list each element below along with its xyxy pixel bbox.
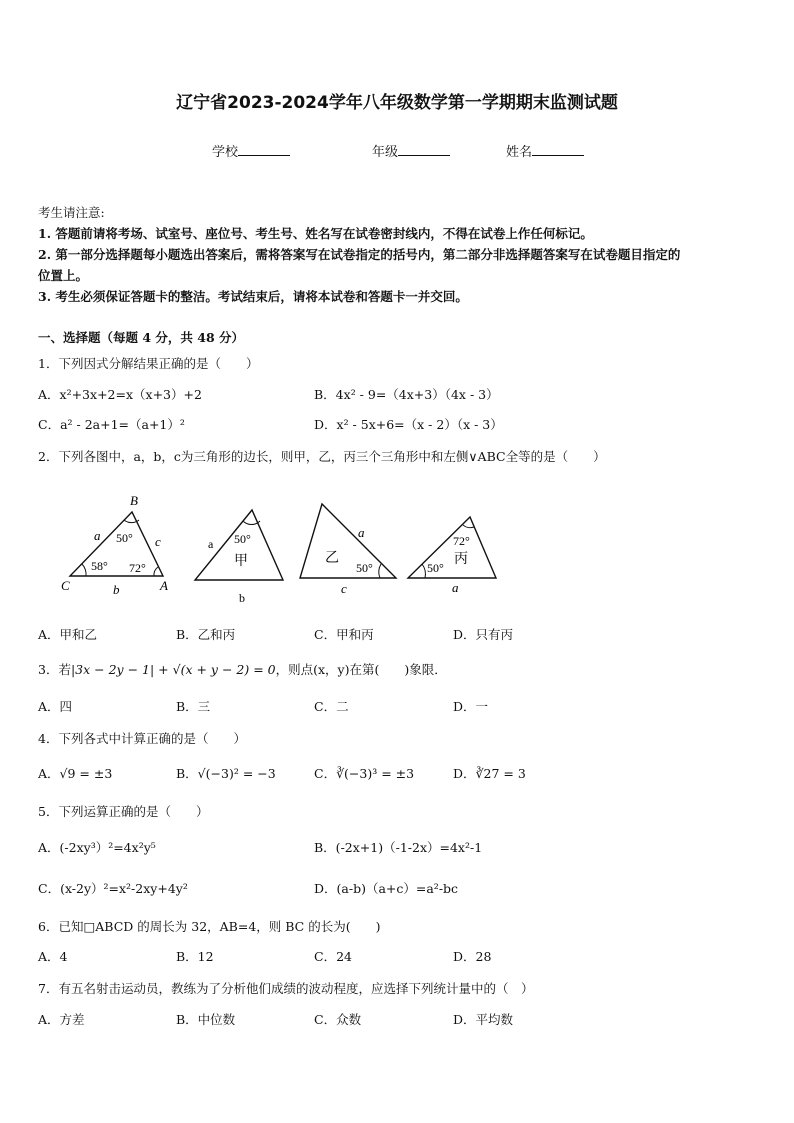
side-b-label: b bbox=[113, 582, 120, 597]
bing-name: 丙 bbox=[454, 552, 468, 567]
q6-option-b[interactable]: B．12 bbox=[176, 949, 214, 964]
grade-field bbox=[372, 141, 450, 160]
bing-angle-top-label: 72° bbox=[453, 534, 470, 548]
q6-option-d[interactable]: D．28 bbox=[453, 949, 492, 964]
angle-c-label: 58° bbox=[91, 559, 108, 573]
angle-b-label: 50° bbox=[116, 531, 133, 545]
q5-stem: 5．下列运算正确的是（ ） bbox=[38, 804, 209, 819]
name-blank bbox=[532, 143, 584, 156]
section-heading: 一、选择题（每题 4 分，共 48 分） bbox=[38, 330, 245, 345]
q3-option-c[interactable]: C．二 bbox=[314, 699, 349, 714]
q4-option-d[interactable]: D．∛27 = 3 bbox=[453, 766, 526, 781]
notice-heading: 考生请注意: bbox=[38, 205, 105, 220]
jia-name: 甲 bbox=[234, 554, 248, 569]
page-title: 辽宁省2023-2024学年八年级数学第一学期期末监测试题 bbox=[176, 93, 618, 113]
school-blank bbox=[238, 143, 290, 156]
q2-option-d[interactable]: D．只有丙 bbox=[453, 627, 514, 642]
q2-stem: 2．下列各图中，a，b，c为三角形的边长，则甲，乙，丙三个三角形中和左侧∨ABC全等的是（ ） bbox=[38, 449, 606, 464]
grade-blank bbox=[398, 143, 450, 156]
q6-stem: 6．已知□ABCD 的周长为 32，AB=4，则 BC 的长为( ) bbox=[38, 919, 381, 934]
vertex-c-label: C bbox=[61, 578, 70, 593]
yi-side-c-label: c bbox=[341, 581, 347, 596]
name-label: 姓名 bbox=[506, 145, 533, 160]
q4-option-a[interactable]: A．√9 = ±3 bbox=[38, 766, 113, 781]
q4-option-b[interactable]: B．√(−3)² = −3 bbox=[176, 766, 276, 781]
grade-label: 年级 bbox=[372, 145, 399, 160]
bing-angle-left-label: 50° bbox=[427, 561, 444, 575]
vertex-a-label: A bbox=[160, 578, 168, 593]
yi-side-a-label: a bbox=[358, 525, 365, 540]
q7-option-b[interactable]: B．中位数 bbox=[176, 1012, 236, 1027]
q5-option-d[interactable]: D．(a-b)（a+c）=a²-bc bbox=[314, 881, 459, 896]
q7-option-d[interactable]: D．平均数 bbox=[453, 1012, 514, 1027]
name-field bbox=[506, 141, 584, 160]
triangle-abc bbox=[61, 493, 168, 597]
triangle-yi bbox=[300, 504, 396, 596]
q3-stem-suffix: ，则点(x，y)在第( )象限． bbox=[275, 662, 447, 677]
q3-option-d[interactable]: D．一 bbox=[453, 699, 489, 714]
q5-option-a[interactable]: A．(-2xy³）²=4x²y⁵ bbox=[38, 840, 156, 855]
q3-formula: |3x − 2y − 1| + √(x + y − 2) = 0 bbox=[70, 662, 276, 677]
triangle-jia bbox=[195, 510, 283, 605]
q7-option-a[interactable]: A．方差 bbox=[38, 1012, 85, 1027]
q3-option-a[interactable]: A．四 bbox=[38, 699, 73, 714]
q2-option-b[interactable]: B．乙和丙 bbox=[176, 627, 236, 642]
jia-side-b-label: b bbox=[239, 591, 245, 605]
q5-option-b[interactable]: B．(-2x+1)（-1-2x）=4x²-1 bbox=[314, 840, 483, 855]
q5-option-c[interactable]: C．(x-2y）²=x²-2xy+4y² bbox=[38, 881, 188, 896]
q1-option-b[interactable]: B．4x² - 9=（4x+3）（4x - 3） bbox=[314, 387, 499, 402]
vertex-b-label: B bbox=[130, 493, 138, 508]
q1-option-a[interactable]: A．x²+3x+2=x（x+3）+2 bbox=[38, 387, 202, 402]
q6-option-a[interactable]: A．4 bbox=[38, 949, 68, 964]
q6-option-c[interactable]: C．24 bbox=[314, 949, 352, 964]
q4-option-c[interactable]: C．∛(−3)³ = ±3 bbox=[314, 766, 415, 781]
q1-option-d[interactable]: D．x² - 5x+6=（x - 2）（x - 3） bbox=[314, 417, 503, 432]
q2-option-c[interactable]: C．甲和丙 bbox=[314, 627, 374, 642]
side-c-label: c bbox=[155, 534, 161, 549]
notice-item-2: 2. 第一部分选择题每小题选出答案后，需将答案写在试卷指定的括号内，第二部分非选择题答案写在试卷题目指定的 bbox=[38, 247, 681, 262]
side-a-label: a bbox=[94, 528, 101, 543]
q4-stem: 4．下列各式中计算正确的是（ ） bbox=[38, 731, 246, 746]
bing-side-a-label: a bbox=[452, 580, 459, 595]
school-label: 学校 bbox=[212, 145, 239, 160]
school-field bbox=[212, 141, 290, 160]
q2-option-a[interactable]: A．甲和乙 bbox=[38, 627, 98, 642]
q7-stem: 7．有五名射击运动员，教练为了分析他们成绩的波动程度，应选择下列统计量中的（ ） bbox=[38, 981, 534, 996]
triangle-bing bbox=[408, 517, 496, 595]
yi-angle-label: 50° bbox=[356, 561, 373, 575]
notice-item-2-cont: 位置上。 bbox=[38, 268, 89, 283]
q2-triangles-figure bbox=[50, 490, 510, 610]
q3-stem-prefix: 3．若 bbox=[38, 662, 71, 677]
q1-stem: 1．下列因式分解结果正确的是（ ） bbox=[38, 356, 259, 371]
notice-item-1: 1. 答题前请将考场、试室号、座位号、考生号、姓名写在试卷密封线内，不得在试卷上作任何标记。 bbox=[38, 226, 593, 241]
q1-option-c[interactable]: C．a² - 2a+1=（a+1）² bbox=[38, 417, 185, 432]
jia-side-a-label: a bbox=[208, 537, 214, 551]
q3-stem bbox=[38, 660, 447, 678]
q3-option-b[interactable]: B．三 bbox=[176, 699, 211, 714]
q7-option-c[interactable]: C．众数 bbox=[314, 1012, 362, 1027]
notice-item-3: 3. 考生必须保证答题卡的整洁。考试结束后，请将本试卷和答题卡一并交回。 bbox=[38, 289, 468, 304]
jia-angle-label: 50° bbox=[234, 532, 251, 546]
angle-a-label: 72° bbox=[129, 561, 146, 575]
yi-name: 乙 bbox=[325, 551, 339, 566]
